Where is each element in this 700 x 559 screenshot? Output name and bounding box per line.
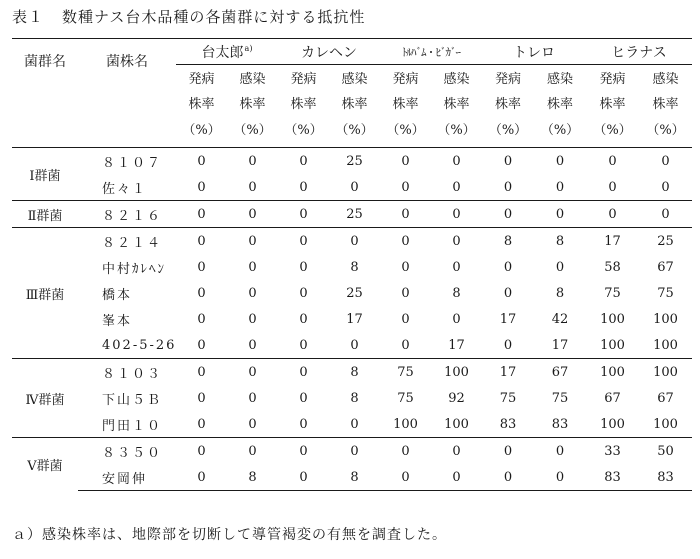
strain-name: ８１０３ bbox=[78, 359, 176, 386]
resistance-table bbox=[12, 38, 692, 491]
value-cell: 0 bbox=[299, 259, 308, 275]
value-cell: 25 bbox=[346, 285, 363, 301]
value-cell: 100 bbox=[639, 359, 692, 386]
strain-name: ８２１６ bbox=[78, 201, 176, 228]
cultivar-name: トレロ bbox=[513, 44, 555, 61]
value-cell: 75 bbox=[657, 285, 674, 301]
value-cell: 17 bbox=[586, 228, 639, 255]
value-cell: 25 bbox=[329, 148, 380, 175]
value-cell: 100 bbox=[393, 416, 418, 432]
value-cell: 17 bbox=[551, 337, 569, 353]
value-cell: 0 bbox=[639, 201, 692, 228]
value-cell: 0 bbox=[401, 311, 410, 327]
cultivar-header bbox=[380, 39, 482, 65]
table-row bbox=[12, 228, 692, 255]
value-cell: 0 bbox=[278, 464, 329, 491]
sub-header-cell: （%） bbox=[540, 122, 580, 138]
value-cell: 50 bbox=[639, 438, 692, 465]
value-cell: 0 bbox=[299, 179, 308, 195]
value-cell: 0 bbox=[176, 464, 227, 491]
value-cell: 67 bbox=[657, 390, 674, 406]
value-cell: 0 bbox=[350, 179, 359, 195]
table-row bbox=[12, 306, 692, 332]
value-cell: 83 bbox=[639, 464, 692, 491]
table-footnote: ａ）感染株率は、地際部を切断して導管褐変の有無を調査した。 bbox=[12, 527, 447, 543]
group-name: Ⅴ群菌 bbox=[12, 438, 78, 491]
value-cell: 100 bbox=[653, 311, 678, 327]
table-row bbox=[12, 385, 692, 411]
value-cell: 0 bbox=[380, 228, 431, 255]
sub-header-cell: 株率 bbox=[443, 97, 470, 112]
value-cell: 0 bbox=[176, 148, 227, 175]
value-cell: 8 bbox=[350, 259, 359, 275]
table-row bbox=[12, 332, 692, 359]
value-cell: 0 bbox=[401, 179, 410, 195]
value-cell: 0 bbox=[197, 259, 206, 275]
table-row bbox=[12, 254, 692, 280]
value-cell: 0 bbox=[555, 179, 565, 195]
value-cell: 8 bbox=[534, 228, 586, 255]
value-cell: 0 bbox=[431, 438, 482, 465]
sub-header-cell: （%） bbox=[182, 122, 221, 138]
value-cell: 0 bbox=[380, 438, 431, 465]
value-cell: 0 bbox=[299, 390, 308, 406]
value-cell: 8 bbox=[350, 390, 359, 406]
value-cell: 0 bbox=[176, 228, 227, 255]
value-cell: 0 bbox=[227, 359, 278, 386]
sub-header-cell: 発病 bbox=[290, 72, 317, 87]
sub-header-cell: 発病 bbox=[599, 72, 626, 87]
value-cell: 33 bbox=[586, 438, 639, 465]
strain-name: ８１０７ bbox=[78, 148, 176, 175]
value-cell: 75 bbox=[604, 285, 621, 301]
table-title: 数種ナス台木品種の各菌群に対する抵抗性 bbox=[62, 8, 366, 26]
header-cultivar-row bbox=[12, 39, 692, 65]
sub-header-cell: 株率 bbox=[392, 97, 419, 112]
cultivar-header bbox=[482, 39, 586, 65]
sub-header-cell: 株率 bbox=[546, 97, 573, 112]
table-row bbox=[12, 411, 692, 438]
value-cell: 0 bbox=[482, 438, 534, 465]
value-cell: 0 bbox=[248, 259, 257, 275]
value-cell: 0 bbox=[401, 337, 410, 353]
sub-header-cell: （%） bbox=[593, 122, 632, 138]
sub-header-cell: 発病 bbox=[494, 72, 521, 87]
table-row bbox=[12, 148, 692, 175]
sub-header-cell: （%） bbox=[646, 122, 685, 138]
value-cell: 0 bbox=[452, 179, 461, 195]
cultivar-header bbox=[586, 39, 692, 65]
value-cell: 25 bbox=[329, 201, 380, 228]
value-cell: 17 bbox=[499, 311, 517, 327]
strain-name: 峯本 bbox=[102, 313, 133, 329]
value-cell: 17 bbox=[448, 337, 465, 353]
value-cell: 17 bbox=[482, 359, 534, 386]
value-cell: 0 bbox=[431, 201, 482, 228]
value-cell: 0 bbox=[227, 201, 278, 228]
sub-header-cell: 株率 bbox=[494, 97, 521, 112]
strain-name: 中村ｶﾚﾍﾝ bbox=[102, 261, 167, 277]
value-cell: 0 bbox=[248, 179, 257, 195]
value-cell: 0 bbox=[661, 179, 670, 195]
value-cell: 0 bbox=[197, 179, 206, 195]
value-cell: 0 bbox=[329, 228, 380, 255]
value-cell: 0 bbox=[380, 201, 431, 228]
value-cell: 8 bbox=[482, 228, 534, 255]
value-cell: 17 bbox=[346, 311, 363, 327]
value-cell: 42 bbox=[551, 311, 569, 327]
value-cell: 0 bbox=[176, 438, 227, 465]
value-cell: 0 bbox=[299, 285, 308, 301]
sub-header-cell: 感染 bbox=[443, 72, 470, 87]
sub-header-cell: （%） bbox=[284, 122, 323, 138]
value-cell: 0 bbox=[401, 259, 410, 275]
value-cell: 0 bbox=[197, 416, 206, 432]
sub-header-cell: （%） bbox=[437, 122, 476, 138]
footnote-mark: a) bbox=[244, 43, 253, 53]
cultivar-name: カレヘン bbox=[301, 44, 357, 61]
value-cell: 0 bbox=[227, 148, 278, 175]
cultivar-header bbox=[278, 39, 380, 65]
value-cell: 83 bbox=[551, 416, 569, 432]
value-cell: 0 bbox=[431, 464, 482, 491]
value-cell: 0 bbox=[639, 148, 692, 175]
value-cell: 0 bbox=[248, 311, 257, 327]
value-cell: 0 bbox=[401, 285, 410, 301]
sub-header-cell: （%） bbox=[335, 122, 374, 138]
value-cell: 0 bbox=[329, 438, 380, 465]
group-header: 菌群名 bbox=[24, 54, 66, 70]
value-cell: 0 bbox=[278, 228, 329, 255]
value-cell: 75 bbox=[380, 359, 431, 386]
table-row bbox=[12, 464, 692, 491]
value-cell: 67 bbox=[657, 259, 674, 275]
value-cell: 0 bbox=[452, 311, 461, 327]
sub-header-cell: 発病 bbox=[188, 72, 215, 87]
strain-header: 菌株名 bbox=[106, 54, 148, 70]
value-cell: 0 bbox=[586, 148, 639, 175]
sub-header-cell: 株率 bbox=[188, 97, 215, 112]
value-cell: 0 bbox=[534, 148, 586, 175]
value-cell: 0 bbox=[248, 416, 257, 432]
sub-header-cell: 株率 bbox=[239, 97, 266, 112]
value-cell: 0 bbox=[197, 390, 206, 406]
value-cell: 0 bbox=[503, 179, 513, 195]
table-row bbox=[12, 174, 692, 201]
value-cell: 0 bbox=[555, 259, 565, 275]
table-caption bbox=[12, 6, 365, 27]
value-cell: 100 bbox=[653, 337, 678, 353]
value-cell: 0 bbox=[350, 416, 359, 432]
value-cell: 75 bbox=[499, 390, 517, 406]
strain-name: 橋本 bbox=[102, 287, 133, 303]
value-cell: 0 bbox=[278, 148, 329, 175]
strain-name: 402-5-26 bbox=[102, 337, 176, 353]
value-cell: 0 bbox=[482, 201, 534, 228]
sub-header-cell: 感染 bbox=[652, 72, 679, 87]
value-cell: 8 bbox=[452, 285, 461, 301]
table-row bbox=[12, 201, 692, 228]
value-cell: 83 bbox=[499, 416, 517, 432]
value-cell: 8 bbox=[227, 464, 278, 491]
value-cell: 100 bbox=[653, 416, 678, 432]
value-cell: 100 bbox=[431, 359, 482, 386]
value-cell: 8 bbox=[329, 464, 380, 491]
strain-name: 佐々１ bbox=[102, 181, 148, 197]
sub-header-cell: （%） bbox=[488, 122, 528, 138]
sub-header-cell: 株率 bbox=[341, 97, 368, 112]
sub-header-cell: 感染 bbox=[341, 72, 368, 87]
value-cell: 0 bbox=[534, 464, 586, 491]
value-cell: 0 bbox=[299, 311, 308, 327]
value-cell: 0 bbox=[380, 464, 431, 491]
value-cell: 8 bbox=[329, 359, 380, 386]
cultivar-name: 台太郎 bbox=[201, 44, 244, 61]
strain-name: 安岡伸 bbox=[78, 464, 176, 491]
value-cell: 0 bbox=[197, 311, 206, 327]
value-cell: 100 bbox=[444, 416, 469, 432]
group-name: Ⅳ群菌 bbox=[12, 359, 78, 438]
value-cell: 67 bbox=[534, 359, 586, 386]
value-cell: 0 bbox=[482, 148, 534, 175]
value-cell: 100 bbox=[600, 337, 625, 353]
value-cell: 100 bbox=[586, 359, 639, 386]
table-row bbox=[12, 438, 692, 465]
value-cell: 0 bbox=[380, 148, 431, 175]
table-row bbox=[12, 359, 692, 386]
table-row bbox=[12, 280, 692, 306]
value-cell: 0 bbox=[248, 337, 257, 353]
group-name: Ⅱ群菌 bbox=[12, 201, 78, 228]
value-cell: 75 bbox=[397, 390, 414, 406]
sub-header-cell: 株率 bbox=[290, 97, 317, 112]
value-cell: 0 bbox=[503, 285, 513, 301]
value-cell: 58 bbox=[604, 259, 621, 275]
strain-name: 下山５Ｂ bbox=[102, 392, 163, 408]
group-name: Ⅰ群菌 bbox=[12, 148, 78, 201]
value-cell: 0 bbox=[176, 201, 227, 228]
value-cell: 75 bbox=[551, 390, 569, 406]
sub-header-cell: 発病 bbox=[392, 72, 419, 87]
sub-header-cell: 株率 bbox=[652, 97, 679, 112]
sub-header-cell: 株率 bbox=[599, 97, 626, 112]
value-cell: 0 bbox=[278, 438, 329, 465]
value-cell: 0 bbox=[299, 416, 308, 432]
value-cell: 0 bbox=[227, 438, 278, 465]
sub-header-cell: 感染 bbox=[239, 72, 266, 87]
value-cell: 0 bbox=[534, 201, 586, 228]
value-cell: 0 bbox=[452, 259, 461, 275]
value-cell: 83 bbox=[586, 464, 639, 491]
value-cell: 0 bbox=[503, 259, 513, 275]
value-cell: 0 bbox=[248, 285, 257, 301]
value-cell: 0 bbox=[299, 337, 308, 353]
strain-name: 門田１０ bbox=[102, 418, 163, 434]
sub-header-cell: （%） bbox=[233, 122, 272, 138]
sub-header-cell: （%） bbox=[386, 122, 425, 138]
value-cell: 0 bbox=[197, 337, 206, 353]
value-cell: 0 bbox=[503, 337, 513, 353]
cultivar-header bbox=[176, 39, 278, 65]
value-cell: 0 bbox=[278, 359, 329, 386]
value-cell: 0 bbox=[197, 285, 206, 301]
strain-name: ８３５０ bbox=[78, 438, 176, 465]
value-cell: 0 bbox=[431, 228, 482, 255]
value-cell: 8 bbox=[555, 285, 565, 301]
value-cell: 0 bbox=[248, 390, 257, 406]
value-cell: 92 bbox=[448, 390, 465, 406]
value-cell: 0 bbox=[176, 359, 227, 386]
value-cell: 100 bbox=[600, 311, 625, 327]
value-cell: 25 bbox=[639, 228, 692, 255]
value-cell: 0 bbox=[586, 201, 639, 228]
sub-header-cell: 感染 bbox=[546, 72, 573, 87]
strain-name: ８２１４ bbox=[78, 228, 176, 255]
group-name: Ⅲ群菌 bbox=[12, 228, 78, 359]
value-cell: 100 bbox=[600, 416, 625, 432]
value-cell: 67 bbox=[604, 390, 621, 406]
value-cell: 0 bbox=[608, 179, 617, 195]
value-cell: 0 bbox=[482, 464, 534, 491]
table-number: 表１ bbox=[12, 8, 45, 26]
value-cell: 0 bbox=[431, 148, 482, 175]
value-cell: 0 bbox=[278, 201, 329, 228]
value-cell: 0 bbox=[350, 337, 359, 353]
value-cell: 0 bbox=[534, 438, 586, 465]
cultivar-name: ﾄﾙﾊﾞﾑ・ﾋﾞｶﾞｰ bbox=[402, 45, 460, 59]
cultivar-name: ヒラナス bbox=[611, 44, 667, 61]
value-cell: 0 bbox=[227, 228, 278, 255]
